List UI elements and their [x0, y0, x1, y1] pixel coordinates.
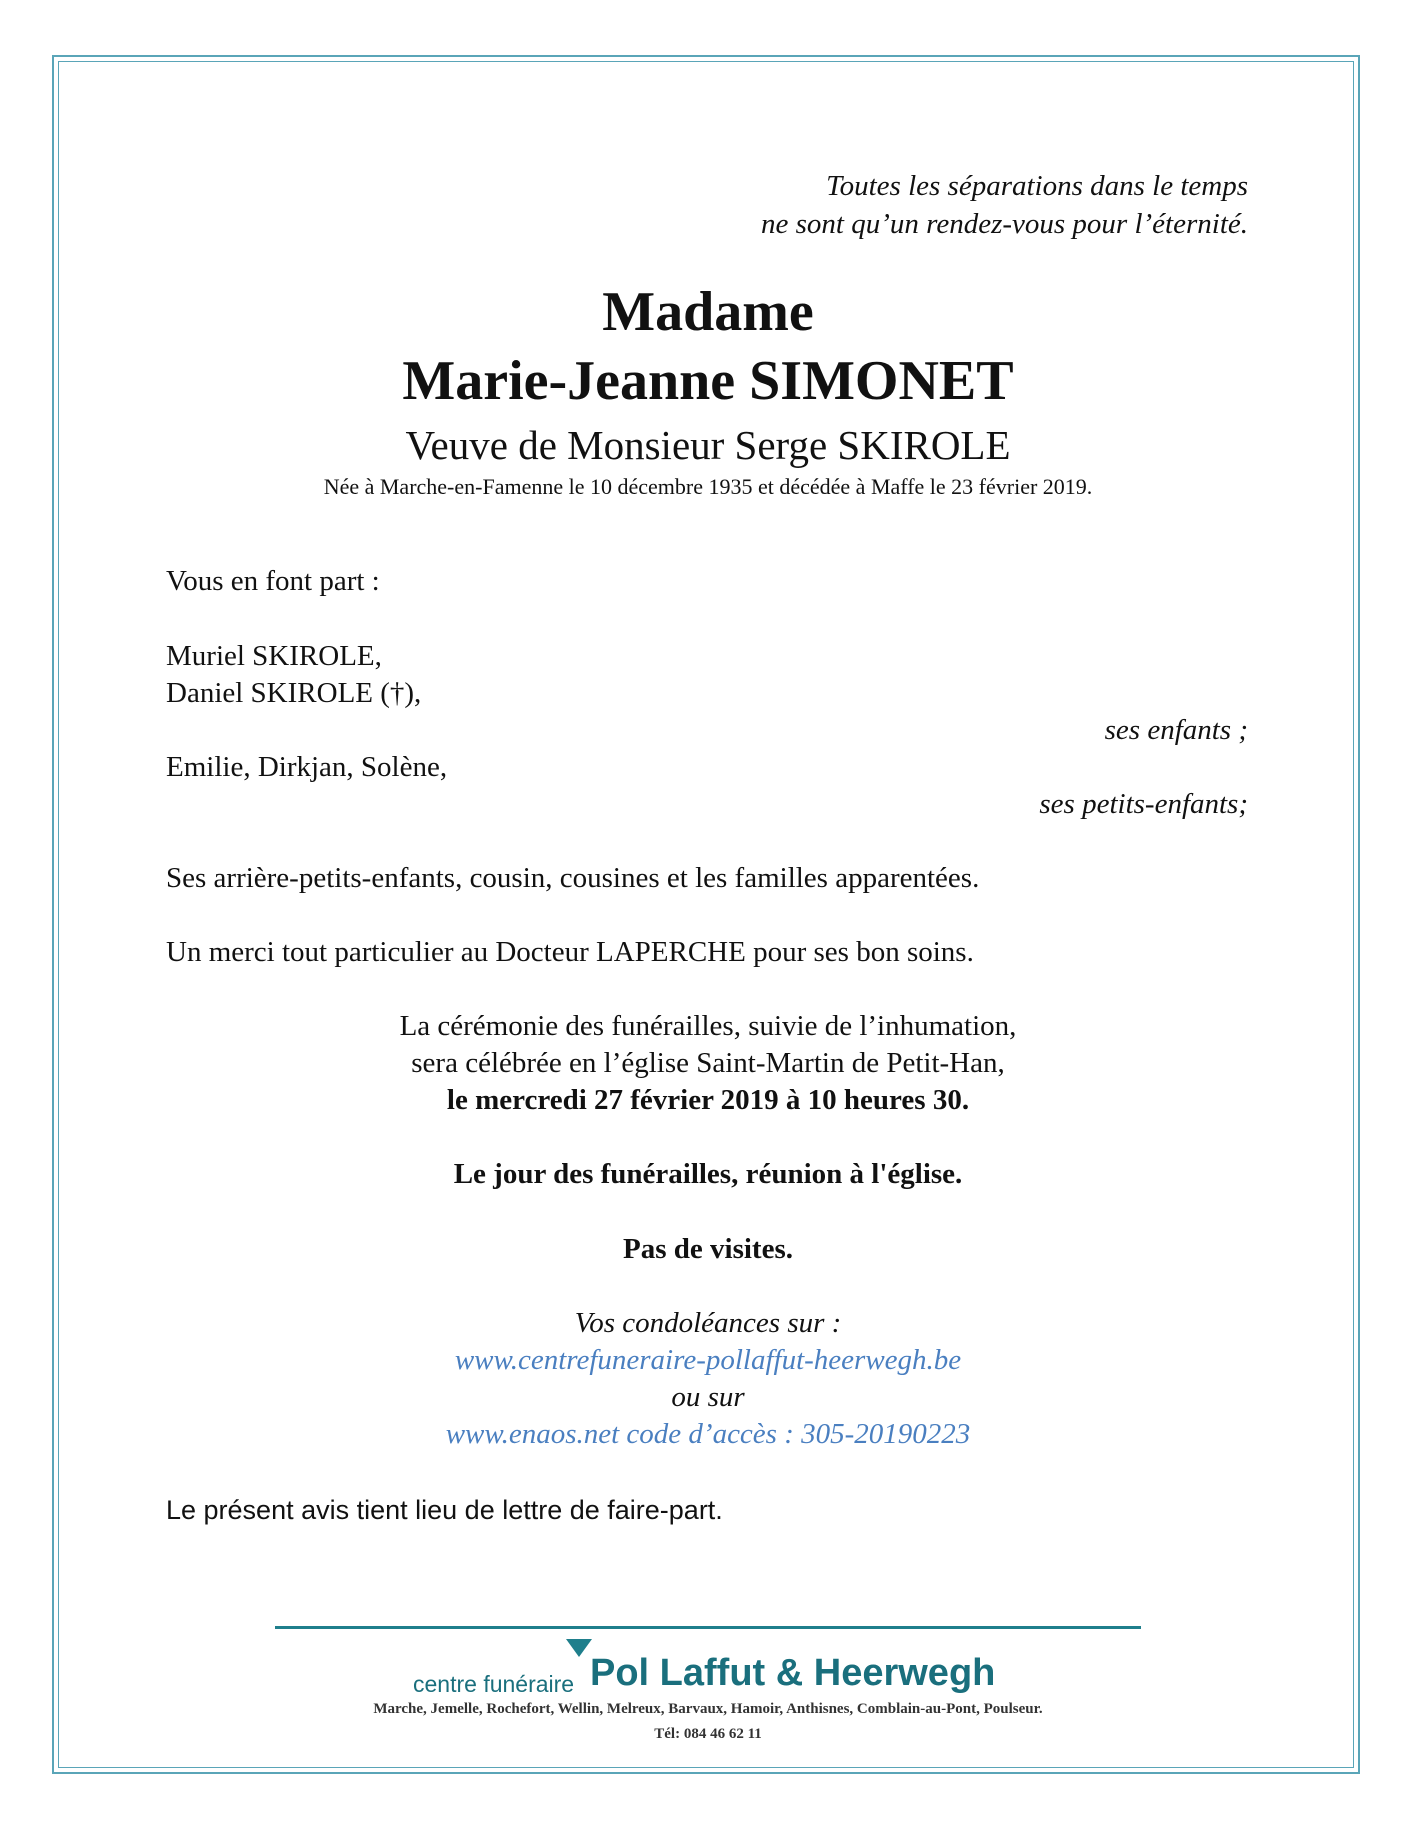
ceremony-line-1: La cérémonie des funérailles, suivie de l’inhumation, [399, 1010, 1017, 1042]
deceased-dates: Née à Marche-en-Famenne le 10 décembre 1935 et décédée à Maffe le 23 février 2019. [323, 474, 1093, 499]
ceremony-datetime: le mercredi 27 février 2019 à 10 heures 30. [446, 1084, 970, 1116]
quote-line-2: ne sont qu’un rendez-vous pour l’éternité. [761, 208, 1248, 240]
family-intro: Vous en font part : [166, 565, 380, 597]
condolences-link-1[interactable]: www.centrefuneraire-pollaffut-heerwegh.be [454, 1344, 962, 1376]
children-label: ses enfants ; [1104, 714, 1248, 746]
no-visits: Pas de visites. [623, 1233, 793, 1265]
condolences-label: Vos condoléances sur : [574, 1307, 842, 1339]
other-relatives: Ses arrière-petits-enfants, cousin, cousines et les familles apparentées. [166, 862, 980, 894]
deceased-widow-of: Veuve de Monsieur Serge SKIROLE [405, 422, 1011, 468]
child-1: Muriel SKIROLE, [166, 640, 382, 672]
condolences-link-2[interactable]: www.enaos.net code d’accès : 305-20190223 [445, 1418, 971, 1450]
ceremony-meeting: Le jour des funérailles, réunion à l'église. [453, 1158, 963, 1190]
child-2: Daniel SKIROLE (†), [166, 677, 422, 709]
logo-phone: Tél: 084 46 62 11 [654, 1726, 762, 1742]
logo-triangle-icon [566, 1639, 592, 1657]
condolences-or: ou sur [671, 1381, 745, 1413]
grandchildren: Emilie, Dirkjan, Solène, [166, 751, 448, 783]
logo-big-text: Pol Laffut & Heerwegh [590, 1652, 996, 1694]
footer-note: Le présent avis tient lieu de lettre de faire-part. [166, 1495, 723, 1525]
ceremony-line-2: sera célébrée en l’église Saint-Martin de Petit-Han, [411, 1047, 1005, 1079]
logo-towns: Marche, Jemelle, Rochefort, Wellin, Melreux, Barvaux, Hamoir, Anthisnes, Comblain-au-Pont, Poulseur. [373, 1701, 1043, 1717]
grandchildren-label: ses petits-enfants; [1039, 788, 1248, 820]
deceased-name: Marie-Jeanne SIMONET [402, 350, 1014, 412]
deceased-title: Madame [602, 281, 814, 343]
thanks: Un merci tout particulier au Docteur LAPERCHE pour ses bon soins. [166, 936, 974, 968]
logo-rule [275, 1626, 1141, 1629]
logo-small-text: centre funéraire [413, 1671, 575, 1697]
quote-line-1: Toutes les séparations dans le temps [826, 170, 1248, 202]
